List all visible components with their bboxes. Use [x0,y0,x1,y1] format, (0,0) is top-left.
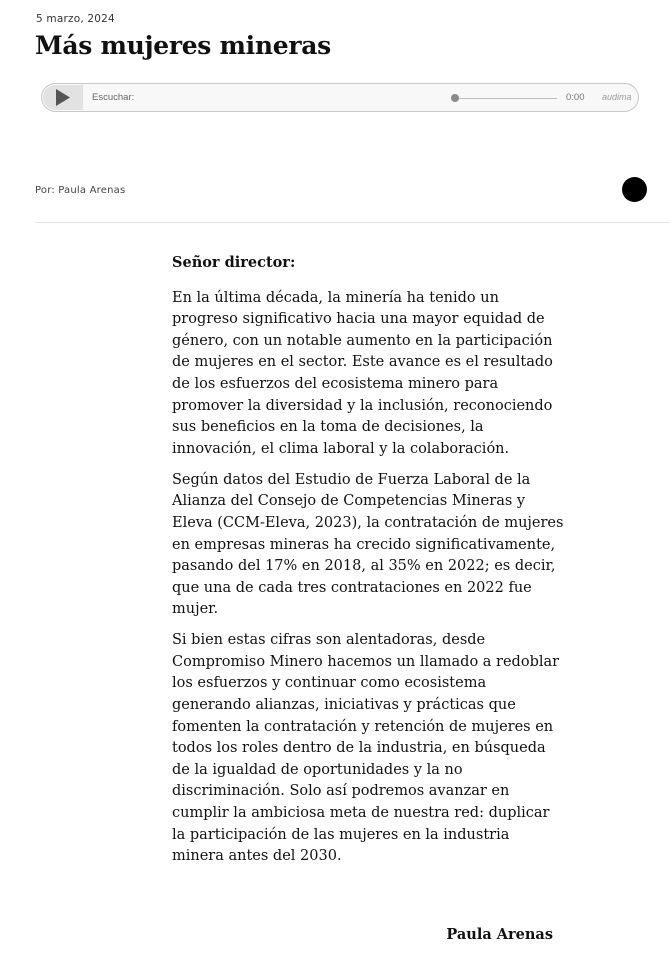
listen-label: Escuchar: [92,92,135,103]
progress-knob[interactable] [451,94,459,102]
audima-logo[interactable]: audima [602,92,632,102]
byline: Por: Paula Arenas [35,185,126,196]
page-title: Más mujeres mineras [35,31,331,60]
publish-date: 5 marzo, 2024 [36,13,115,25]
salutation: Señor director: [172,254,296,271]
play-icon [55,89,71,106]
progress-track[interactable] [455,98,557,99]
play-button[interactable] [43,85,83,110]
paragraph: En la última década, la minería ha tenido un progreso significativo hacia una mayor equidad de género, con un notable aumento en la participación de mujeres en el sector. Este avance es el resultado de los esfuerzos del ecosistema minero para promover la diversidad y la inclusión, reconociendo sus beneficios en la toma de decisiones, la innovación, el clima laboral y la colaboración. [172,289,553,457]
audio-player [41,83,639,112]
signature: Paula Arenas [446,926,553,943]
divider [35,222,670,223]
article-body [172,252,564,877]
paragraph: Según datos del Estudio de Fuerza Laboral de la Alianza del Consejo de Competencias Mineras y Eleva (CCM-Eleva, 2023), la contratación de mujeres en empresas mineras ha crecido significativamente, pasando del 17% en 2018, al 35% en 2022; es decir, que una de cada tres contrataciones en 2022 fue mujer. [172,471,564,618]
paragraph: Si bien estas cifras son alentadoras, desde Compromiso Minero hacemos un llamado a redoblar los esfuerzos y continuar como ecosistema generando alianzas, iniciativas y prácticas que fomenten la contratación y retención de mujeres en todos los roles dentro de la industria, en búsqueda de la igualdad de oportunidades y la no discriminación. Solo así podremos avanzar en cumplir la ambiciosa meta de nuestra red: duplicar la participación de las mujeres en la industria minera antes del 2030. [172,632,560,865]
circle-button[interactable] [622,177,647,202]
time-display: 0:00 [566,92,585,103]
